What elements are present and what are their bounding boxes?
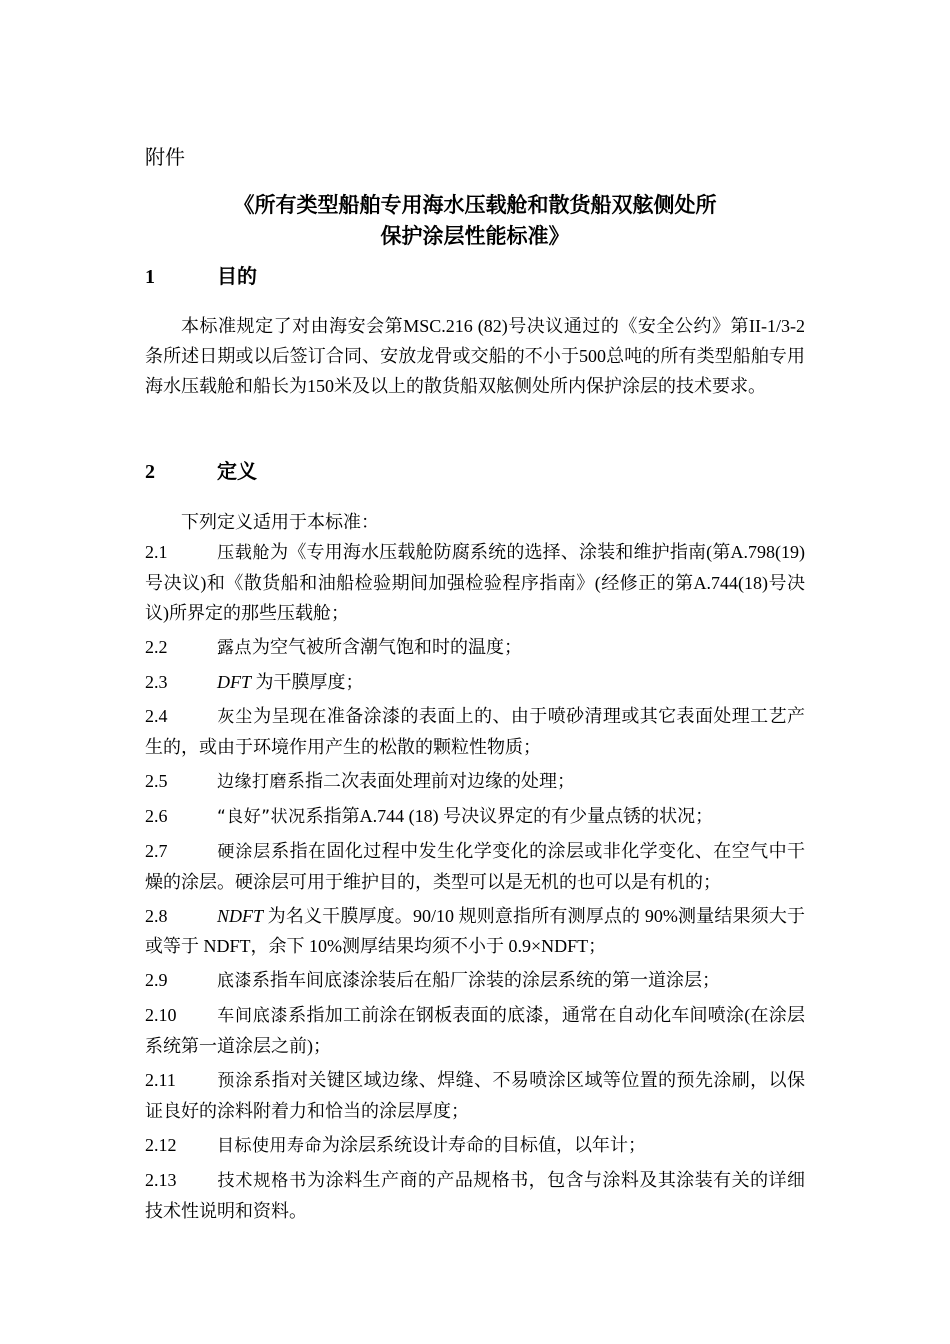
definition-text: 为涂层系统设计寿命的目标值，以年计； [322, 1135, 646, 1155]
definition-item [145, 801, 805, 832]
definition-number: 2.1 [145, 542, 168, 562]
document-title [145, 190, 805, 252]
definition-number: 2.5 [145, 771, 168, 791]
section-number: 2 [145, 461, 155, 483]
definition-item [145, 667, 805, 697]
definition-term: 灰尘 [217, 707, 254, 727]
definition-term: 压载舱 [217, 543, 271, 563]
definition-item [145, 537, 805, 628]
section-title: 定义 [217, 461, 257, 483]
definition-number: 2.13 [145, 1170, 177, 1190]
definition-number: 2.3 [145, 672, 168, 692]
definition-text: 系指对关键区域边缘、焊缝、不易喷涂区域等位置的预先涂刷，以保证良好的涂料附着力和恰当的涂层厚度； [145, 1070, 805, 1121]
definition-term: 技术规格书 [217, 1171, 308, 1191]
definitions-list [145, 537, 805, 1230]
definition-text: 系指第A.744 (18) 号决议界定的有少量点锈的状况； [305, 806, 714, 826]
definition-item [145, 836, 805, 897]
definition-text: 为空气被所含潮气饱和时的温度； [252, 637, 522, 657]
definition-item [145, 1165, 805, 1226]
definition-term: 底漆 [217, 971, 252, 991]
definition-text: 为涂料生产商的产品规格书，包含与涂料及其涂装有关的详细技术性说明和资料。 [145, 1170, 805, 1221]
definition-number: 2.10 [145, 1005, 177, 1025]
title-line-2: 保护涂层性能标准》 [380, 224, 570, 248]
definition-term: 预涂 [217, 1071, 254, 1091]
definition-item [145, 1065, 805, 1126]
definition-item [145, 965, 805, 996]
section-heading-purpose [145, 262, 257, 292]
definition-number: 2.11 [145, 1070, 176, 1090]
definition-text: 系指在固化过程中发生化学变化的涂层或非化学变化、在空气中干燥的涂层。硬涂层可用于维护目的，类型可以是无机的也可以是有机的； [145, 841, 805, 892]
definition-text: 系指二次表面处理前对边缘的处理； [287, 771, 575, 791]
title-line-1: 《所有类型船舶专用海水压载舱和散货船双舷侧处所 [233, 193, 717, 217]
definition-text: 为名义干膜厚度。90/10 规则意指所有测厚点的 90%测量结果须大于或等于 NDFT，余下 10%测厚结果均须不小于 0.9×NDFT； [145, 906, 805, 956]
section-title: 目的 [217, 266, 257, 288]
definition-text: 为《专用海水压载舱防腐系统的选择、涂装和维护指南(第A.798(19)号决议)和《散货船和油船检验期间加强检验程序指南》(经修正的第A.744(18)号决议)所界定的那些压载舱； [145, 542, 805, 623]
definition-term: 目标使用寿命 [217, 1136, 322, 1156]
definition-item [145, 766, 805, 797]
definition-number: 2.9 [145, 970, 168, 990]
definition-text: 系指车间底漆涂装后在船厂涂装的涂层系统的第一道涂层； [252, 970, 720, 990]
definition-item [145, 901, 805, 961]
definitions-intro: 下列定义适用于本标准： [181, 512, 379, 532]
definition-item [145, 1000, 805, 1061]
definition-term: NDFT [217, 906, 264, 926]
definition-number: 2.6 [145, 806, 168, 826]
definition-term: 露点 [217, 638, 252, 658]
definition-text: 为干膜厚度； [251, 672, 364, 692]
attachment-label: 附件 [145, 147, 185, 169]
definition-number: 2.12 [145, 1135, 177, 1155]
definition-term: DFT [217, 672, 252, 692]
definition-term: “良好”状况 [217, 807, 306, 827]
definition-term: 车间底漆 [217, 1006, 289, 1026]
definition-number: 2.7 [145, 841, 168, 861]
section-heading-definitions [145, 457, 257, 487]
definition-text: 为呈现在准备涂漆的表面上的、由于喷砂清理或其它表面处理工艺产生的，或由于环境作用产生的松散的颗粒性物质； [145, 706, 805, 757]
definition-text: 系指加工前涂在钢板表面的底漆，通常在自动化车间喷涂(在涂层系统第一道涂层之前)； [145, 1005, 805, 1056]
definition-number: 2.4 [145, 706, 168, 726]
definition-term: 边缘打磨 [217, 772, 287, 792]
definition-item [145, 1130, 805, 1161]
definition-number: 2.2 [145, 637, 168, 657]
definition-item [145, 632, 805, 663]
definition-number: 2.8 [145, 906, 168, 926]
definition-item [145, 701, 805, 762]
section-number: 1 [145, 266, 155, 288]
purpose-paragraph: 本标准规定了对由海安会第MSC.216 (82)号决议通过的《安全公约》第II-1/3-2条所述日期或以后签订合同、安放龙骨或交船的不小于500总吨的所有类型船舶专用海水压载舱和船长为150米及以上的散货船双舷侧处所内保护涂层的技术要求。 [145, 316, 805, 396]
definition-term: 硬涂层 [217, 842, 272, 862]
